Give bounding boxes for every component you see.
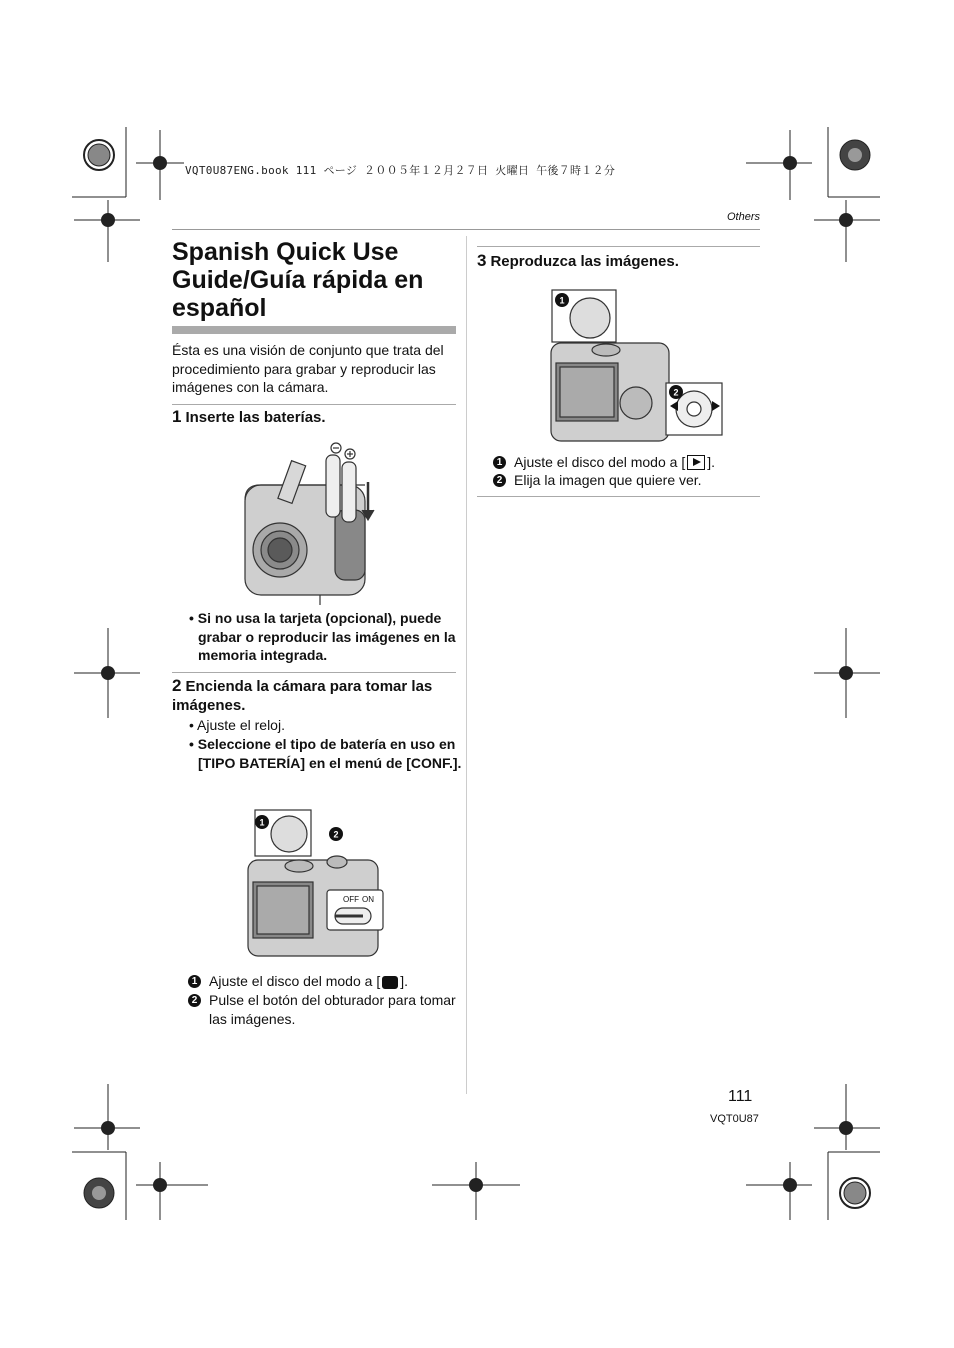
title-underline: [172, 326, 456, 334]
step-3-item-2: 2 Elija la imagen que quiere ver.: [493, 471, 760, 490]
marker-1: 1: [188, 975, 201, 988]
step-2-number: 2: [172, 676, 182, 695]
step-2-item-1: 1 Ajuste el disco del modo a [ ].: [188, 972, 458, 991]
divider: [477, 246, 760, 247]
power-on-illustration: [245, 810, 395, 960]
step-2-heading: [172, 676, 456, 715]
section-label: Others: [726, 211, 760, 223]
step-2-item-2: 2 Pulse el botón del obturador para tomar las imágenes.: [188, 991, 458, 1028]
page-number: 111: [728, 1088, 753, 1105]
step-1-title: Inserte las baterías.: [185, 409, 326, 426]
divider: [477, 496, 760, 497]
step-3-number: 3: [477, 251, 487, 270]
divider: [172, 672, 456, 673]
marker-1: 1: [259, 817, 265, 828]
top-rule: [172, 229, 760, 230]
camera-mode-icon: [382, 976, 398, 989]
page-title: Spanish Quick Use Guide/Guía rápida en español: [172, 238, 424, 322]
step-2-bullet-1: • Ajuste el reloj.: [189, 717, 285, 733]
marker-2: 2: [493, 474, 506, 487]
step-1-number: 1: [172, 407, 182, 426]
marker-2: 2: [333, 829, 339, 840]
step-2-title: Encienda la cámara para tomar las imágenes.: [172, 678, 433, 714]
step-2-bullet-2: • Seleccione el tipo de batería en uso en [TIPO BATERÍA] en el menú de [CONF.].: [189, 736, 462, 771]
playback-mode-icon: [687, 455, 705, 470]
marker-2: 2: [673, 387, 679, 398]
step-1-heading: [172, 407, 456, 427]
playback-illustration: [548, 288, 728, 448]
step-3-item-1: 1 Ajuste el disco del modo a [ ].: [493, 453, 760, 472]
intro-text: Ésta es una visión de conjunto que trata del procedimiento para grabar y reproducir las imágenes con la cámara.: [172, 342, 444, 395]
marker-1: 1: [559, 295, 565, 306]
step-3-title: Reproduzca las imágenes.: [490, 253, 679, 270]
print-header: VQT0U87ENG.book 111 ページ ２００５年１２月２７日 火曜日 午後７時１２分: [185, 164, 616, 177]
marker-2: 2: [188, 994, 201, 1007]
model-code: VQT0U87: [710, 1113, 759, 1125]
switch-on-label: ON: [362, 895, 374, 904]
marker-1: 1: [493, 456, 506, 469]
battery-insert-illustration: [240, 440, 380, 610]
step-1-bullet: • Si no usa la tarjeta (opcional), puede grabar o reproducir las imágenes en la memoria integrada.: [189, 610, 456, 663]
column-divider: [466, 236, 467, 1094]
switch-off-label: OFF: [343, 895, 359, 904]
divider: [172, 404, 456, 405]
step-3-heading: [477, 251, 760, 271]
